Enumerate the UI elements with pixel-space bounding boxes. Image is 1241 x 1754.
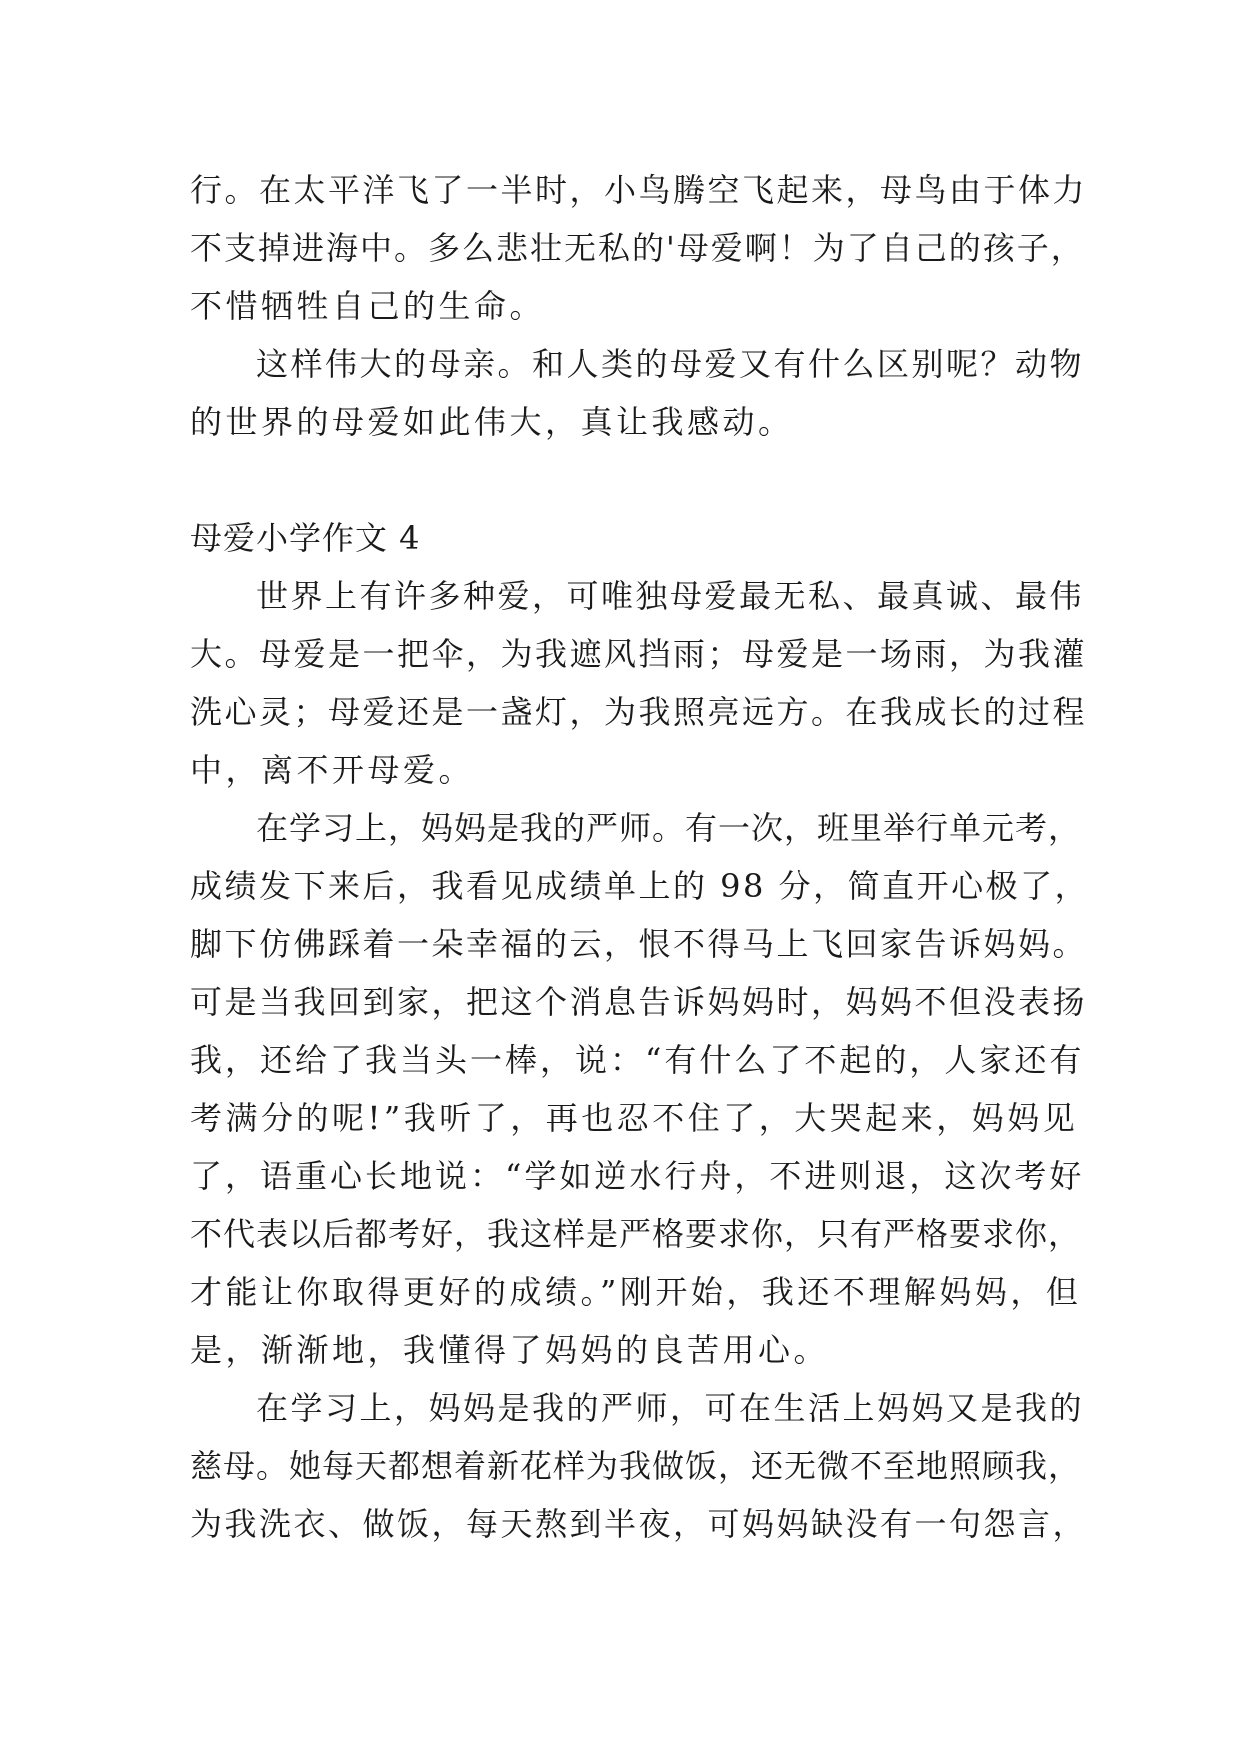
text-line: 在学习上，妈妈是我的严师，可在生活上妈妈又是我的 <box>256 1389 1085 1427</box>
text-line: 的世界的母爱如此伟大，真让我感动。 <box>190 403 794 441</box>
text-line: 不惜牺牲自己的生命。 <box>190 287 546 325</box>
text-line: 洗心灵；母爱还是一盏灯，为我照亮远方。在我成长的过程 <box>190 693 1088 731</box>
text-line: 不支掉进海中。多么悲壮无私的'母爱啊！为了自己的孩子， <box>190 229 1085 267</box>
text-line: 我，还给了我当头一棒，说：“有什么了不起的，人家还有 <box>190 1041 1085 1079</box>
text-line: 了，语重心长地说：“学如逆水行舟，不进则退，这次考好 <box>190 1157 1085 1195</box>
text-line: 这样伟大的母亲。和人类的母爱又有什么区别呢？动物 <box>256 345 1085 383</box>
text-line: 世界上有许多种爱，可唯独母爱最无私、最真诚、最伟 <box>256 577 1085 615</box>
text-line: 为我洗衣、做饭，每天熬到半夜，可妈妈缺没有一句怨言， <box>190 1505 1088 1543</box>
text-line: 不代表以后都考好，我这样是严格要求你，只有严格要求你， <box>190 1215 1082 1253</box>
text-line: 可是当我回到家，把这个消息告诉妈妈时，妈妈不但没表扬 <box>190 983 1088 1021</box>
text-line: 考满分的呢!”我听了，再也忍不住了，大哭起来，妈妈见 <box>190 1099 1079 1137</box>
text-line: 成绩发下来后，我看见成绩单上的 98 分，简直开心极了， <box>190 867 1090 905</box>
text-line: 才能让你取得更好的成绩。”刚开始，我还不理解妈妈，但 <box>190 1273 1082 1311</box>
text-line: 大。母爱是一把伞，为我遮风挡雨；母爱是一场雨，为我灌 <box>190 635 1088 673</box>
text-line: 脚下仿佛踩着一朵幸福的云，恨不得马上飞回家告诉妈妈。 <box>190 925 1088 963</box>
text-line: 行。在太平洋飞了一半时，小鸟腾空飞起来，母鸟由于体力 <box>190 171 1088 209</box>
text-line: 在学习上，妈妈是我的严师。有一次，班里举行单元考， <box>256 809 1082 847</box>
text-line: 是，渐渐地，我懂得了妈妈的良苦用心。 <box>190 1331 830 1369</box>
section-heading: 母爱小学作文 4 <box>190 519 421 557</box>
text-line: 慈母。她每天都想着新花样为我做饭，还无微不至地照顾我， <box>190 1447 1082 1485</box>
text-line: 中，离不开母爱。 <box>190 751 475 789</box>
